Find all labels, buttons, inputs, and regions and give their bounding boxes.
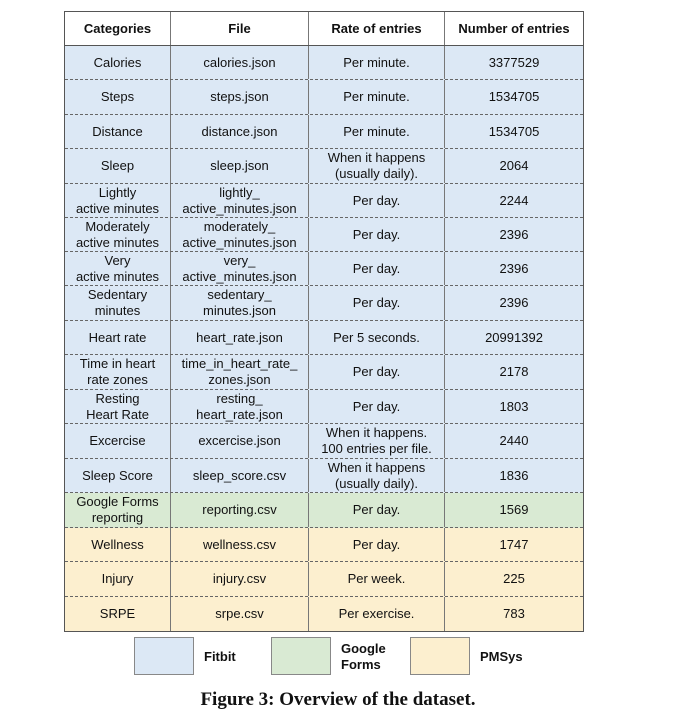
cell-count: 2178 — [499, 364, 529, 379]
cell-count: 2440 — [499, 433, 529, 448]
cell-file: moderately_ active_minutes.json — [171, 218, 309, 251]
cell-category: Wellness — [65, 528, 171, 561]
header-rate: Rate of entries — [309, 12, 445, 45]
cell-count: 1534705 — [488, 89, 540, 104]
legend — [0, 637, 676, 679]
cell-file: calories.json — [171, 46, 309, 79]
cell-rate: Per day. — [309, 493, 445, 527]
cell-category: SRPE — [65, 597, 171, 631]
cell-category: Sleep Score — [65, 459, 171, 492]
table-header — [65, 12, 583, 46]
cell-rate: When it happens (usually daily). — [309, 149, 445, 183]
figure-caption: Figure 3: Overview of the dataset. — [200, 689, 476, 710]
cell-count: 225 — [503, 571, 525, 586]
cell-file: steps.json — [171, 80, 309, 114]
legend-swatch-pmsys — [410, 637, 470, 675]
cell-file: injury.csv — [171, 562, 309, 596]
table-row — [65, 562, 583, 597]
cell-category: Google Forms reporting — [65, 493, 171, 527]
table-row — [65, 218, 583, 252]
cell-rate: Per week. — [309, 562, 445, 596]
cell-file: heart_rate.json — [171, 321, 309, 354]
cell-rate: Per day. — [309, 355, 445, 389]
cell-file: srpe.csv — [171, 597, 309, 631]
cell-category: Injury — [65, 562, 171, 596]
table-row — [65, 355, 583, 390]
cell-count: 1534705 — [488, 123, 540, 139]
cell-count: 1836 — [499, 467, 529, 483]
cell-rate: Per day. — [309, 252, 445, 285]
table-row — [65, 493, 583, 528]
legend-swatch-google — [271, 637, 331, 675]
cell-rate: When it happens. 100 entries per file. — [309, 424, 445, 458]
cell-rate: Per 5 seconds. — [309, 321, 445, 354]
cell-count: 783 — [503, 606, 525, 621]
legend-label-fitbit: Fitbit — [204, 649, 236, 664]
table-row — [65, 459, 583, 493]
cell-file: sedentary_ minutes.json — [171, 286, 309, 320]
cell-category: Sedentary minutes — [65, 286, 171, 320]
cell-rate: Per day. — [309, 390, 445, 423]
cell-category: Sleep — [65, 149, 171, 183]
header-categories: Categories — [65, 12, 171, 45]
cell-category: Excercise — [65, 424, 171, 458]
table-row — [65, 390, 583, 424]
cell-count: 3377529 — [488, 54, 540, 70]
cell-count: 20991392 — [485, 329, 543, 345]
cell-count: 2244 — [499, 192, 529, 208]
legend-label-google: Google Forms — [341, 641, 386, 672]
cell-category: Calories — [65, 46, 171, 79]
cell-count: 2396 — [499, 226, 529, 242]
cell-count: 2396 — [499, 295, 529, 310]
cell-category: Heart rate — [65, 321, 171, 354]
cell-rate: When it happens (usually daily). — [309, 459, 445, 492]
cell-file: sleep.json — [171, 149, 309, 183]
cell-category: Steps — [65, 80, 171, 114]
cell-file: reporting.csv — [171, 493, 309, 527]
cell-rate: Per day. — [309, 184, 445, 217]
table-row — [65, 321, 583, 355]
legend-label-pmsys: PMSys — [480, 649, 523, 664]
dataset-table — [64, 11, 584, 632]
cell-rate: Per day. — [309, 286, 445, 320]
cell-file: wellness.csv — [171, 528, 309, 561]
cell-count: 1747 — [499, 536, 529, 552]
table-row — [65, 115, 583, 149]
table-row — [65, 80, 583, 115]
cell-rate: Per minute. — [309, 80, 445, 114]
table-row — [65, 286, 583, 321]
table-row — [65, 528, 583, 562]
cell-category: Distance — [65, 115, 171, 148]
table-row — [65, 46, 583, 80]
header-count: Number of entries — [458, 20, 570, 36]
cell-file: excercise.json — [171, 424, 309, 458]
cell-count: 2064 — [499, 158, 529, 173]
cell-count: 1803 — [499, 398, 529, 414]
cell-rate: Per minute. — [309, 46, 445, 79]
cell-file: lightly_ active_minutes.json — [171, 184, 309, 217]
cell-rate: Per day. — [309, 528, 445, 561]
legend-swatch-fitbit — [134, 637, 194, 675]
cell-rate: Per day. — [309, 218, 445, 251]
cell-file: very_ active_minutes.json — [171, 252, 309, 285]
cell-category: Lightly active minutes — [65, 184, 171, 217]
table-row — [65, 252, 583, 286]
cell-category: Very active minutes — [65, 252, 171, 285]
cell-count: 2396 — [499, 260, 529, 276]
cell-category: Resting Heart Rate — [65, 390, 171, 423]
cell-category: Time in heart rate zones — [65, 355, 171, 389]
cell-file: sleep_score.csv — [171, 459, 309, 492]
cell-file: time_in_heart_rate_ zones.json — [171, 355, 309, 389]
cell-category: Moderately active minutes — [65, 218, 171, 251]
cell-file: resting_ heart_rate.json — [171, 390, 309, 423]
header-file: File — [171, 12, 309, 45]
cell-file: distance.json — [171, 115, 309, 148]
table-row — [65, 597, 583, 631]
cell-count: 1569 — [499, 502, 529, 517]
table-row — [65, 184, 583, 218]
table-row — [65, 149, 583, 184]
table-row — [65, 424, 583, 459]
cell-rate: Per exercise. — [309, 597, 445, 631]
cell-rate: Per minute. — [309, 115, 445, 148]
